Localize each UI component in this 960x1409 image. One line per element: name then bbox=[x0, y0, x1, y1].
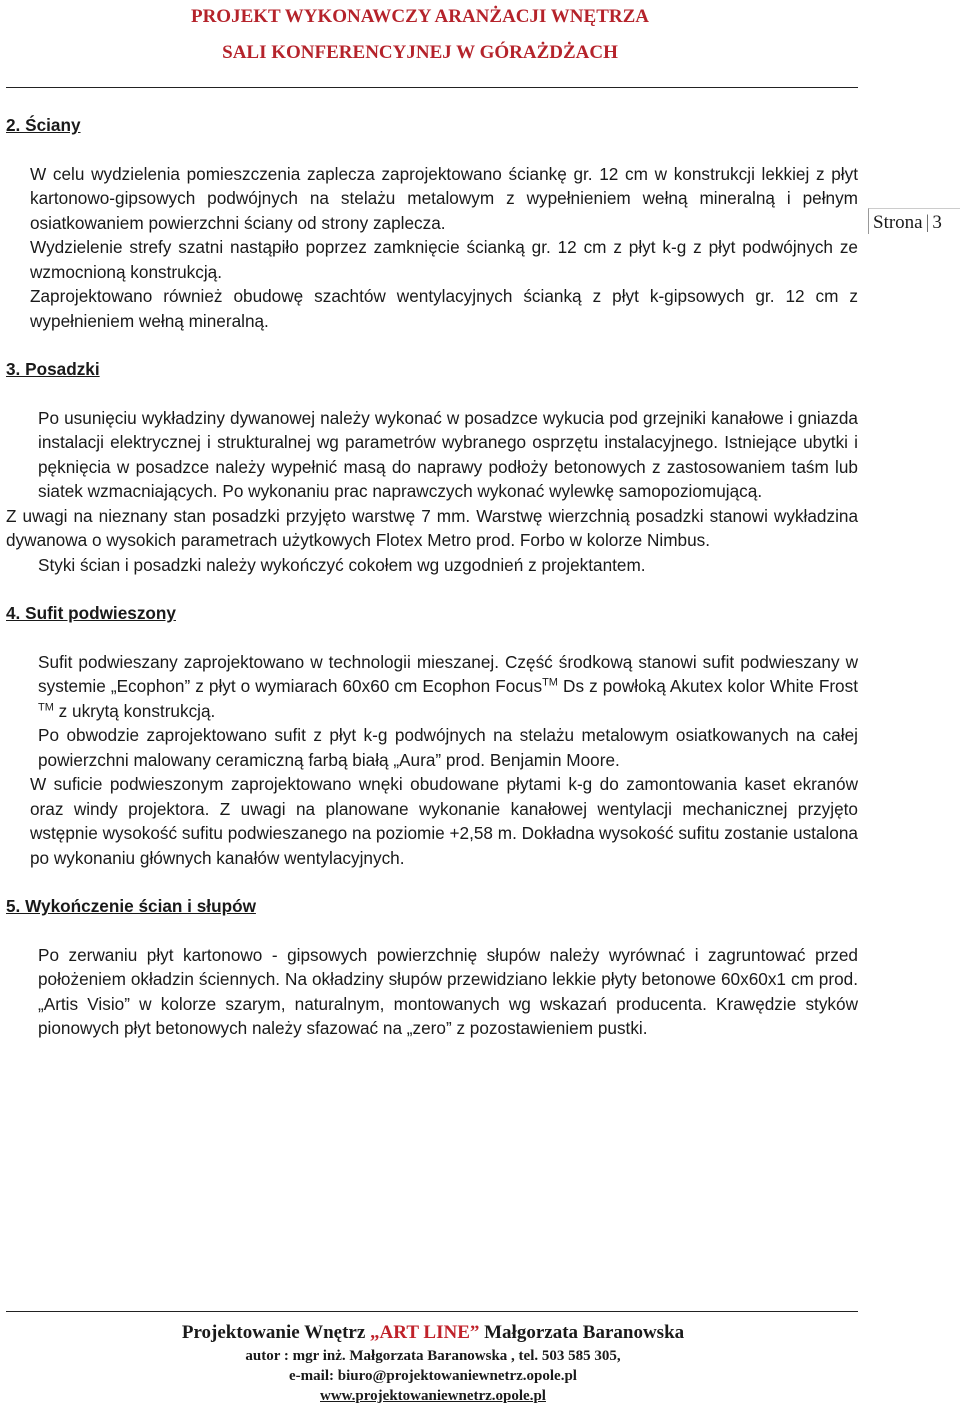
walls-paragraph-1: W celu wydzielenia pomieszczenia zaplecza zaprojektowano ściankę gr. 12 cm w konstrukcji lekkiej z płyt kartonowo-gipsowych podwójnych na stelażu metalowym z wypełnieniem wełną mineralną i pełnym osiatkowaniem powierzchni ściany od strony zaplecza. bbox=[30, 163, 858, 233]
ceiling-paragraph-2: Po obwodzie zaprojektowano sufit z płyt k-g podwójnych na stelażu metalowym osiatkowanych na całej powierzchni malowany ceramiczną farbą białą „Aura” prod. Benjamin Moore. bbox=[38, 725, 858, 770]
ceiling-paragraph-3: W suficie podwieszonym zaprojektowano wnęki obudowane płytami k-g do zamontowania kaset ekranów oraz windy projektora. Z uwagi na planowane wykonanie kanałowej wentylacji mechanicznej przyjęto wstępnie wysokość sufitu podwieszanego na poziomie +2,58 m. Dokładna wysokość sufitu zostanie ustalona po wykonaniu głównych kanałów wentylacyjnych. bbox=[30, 774, 858, 868]
ceiling-paragraph-1 bbox=[6, 650, 858, 724]
footer-brand: „ART LINE” bbox=[370, 1322, 480, 1343]
page-number: 3 bbox=[932, 212, 942, 233]
footer-website-link[interactable]: www.projektowaniewnetrz.opole.pl bbox=[320, 1388, 546, 1404]
footer-divider bbox=[6, 1311, 858, 1312]
footer-company-c: Małgorzata Baranowska bbox=[479, 1322, 685, 1343]
section-heading-ceiling: 4. Sufit podwieszony bbox=[6, 603, 176, 623]
finishing-paragraph-1: Po zerwaniu płyt kartonowo - gipsowych powierzchnię słupów należy wyrównać i zagruntować przed położeniem okładzin ściennych. Na okładziny słupów przewidziano lekkie płyty betonowe 60x60x1 cm prod. „Artis Visio” w kolorze szarym, naturalnym, montowanych wg wskazań producenta. Krawędzie styków pionowych płyt betonowych należy sfazować na „zero” z pozostawieniem pustki. bbox=[38, 944, 858, 1038]
floors-paragraph-2: Z uwagi na nieznany stan posadzki przyjęto warstwę 7 mm. Warstwę wierzchnią posadzki stanowi wykładzina dywanowa o wysokich parametrach użytkowych Flotex Metro prod. Forbo w kolorze Nimbus. bbox=[6, 505, 858, 550]
walls-paragraph-3: Zaprojektowano również obudowę szachtów wentylacyjnych ścianką z płyt k-gipsowych gr. 12 cm z wypełnieniem wełną mineralną. bbox=[30, 286, 858, 331]
section-heading-floors: 3. Posadzki bbox=[6, 359, 100, 379]
floors-paragraph-3: Styki ścian i posadzki należy wykończyć cokołem wg uzgodnień z projektantem. bbox=[38, 554, 646, 575]
walls-paragraph-2: Wydzielenie strefy szatni nastąpiło poprzez zamknięcie ścianką gr. 12 cm z płyt k-g z płyt podwójnych ze wzmocnioną konstrukcją. bbox=[30, 237, 858, 282]
trademark-sup-2: TM bbox=[38, 700, 54, 713]
header-title-line1: PROJEKT WYKONAWCZY ARANŻACJI WNĘTRZA bbox=[190, 6, 649, 27]
ceiling-text-a: Sufit podwieszany zaprojektowano w technologii mieszanej. Część środkową stanowi sufit podwieszany w systemie „Ecophon” z płyt o wymiarach 60x60 cm Ecophon Focus bbox=[38, 651, 858, 696]
section-heading-walls: 2. Ściany bbox=[6, 115, 81, 135]
page-number-label bbox=[868, 208, 960, 234]
header-divider bbox=[6, 87, 858, 88]
floors-paragraph-1: Po usunięciu wykładziny dywanowej należy wykonać w posadzce wykucia pod grzejniki kanałowe i gniazda instalacji elektrycznej i strukturalnej wg parametrów wybranego osprzętu instalacyjnego. Istniejące ubytki i pęknięcia w posadzce należy wypełnić masą do naprawy podłoży betonowych z zastosowaniem taśm lub siatek wzmacniających. Po wykonaniu prac naprawczych wykonać wylewkę samopoziomującą. bbox=[38, 407, 858, 501]
section-heading-finishing: 5. Wykończenie ścian i słupów bbox=[6, 896, 256, 916]
ceiling-text-c: z ukrytą konstrukcją. bbox=[53, 700, 216, 721]
document-body bbox=[6, 113, 858, 1041]
footer-author: autor : mgr inż. Małgorzata Baranowska , tel. 503 585 305, bbox=[245, 1348, 621, 1364]
page-separator: | bbox=[925, 212, 930, 233]
header-title-line2: SALI KONFERENCYJNEJ W GÓRAŻDŻACH bbox=[222, 42, 618, 63]
ceiling-text-b: Ds z powłoką Akutex kolor White Frost bbox=[557, 676, 858, 696]
trademark-sup-1: TM bbox=[542, 676, 558, 689]
footer-company-a: Projektowanie Wnętrz bbox=[181, 1322, 371, 1343]
footer-company bbox=[0, 1322, 866, 1344]
footer-email[interactable]: e-mail: biuro@projektowaniewnetrz.opole.pl bbox=[289, 1368, 577, 1384]
page-label: Strona bbox=[873, 212, 923, 233]
